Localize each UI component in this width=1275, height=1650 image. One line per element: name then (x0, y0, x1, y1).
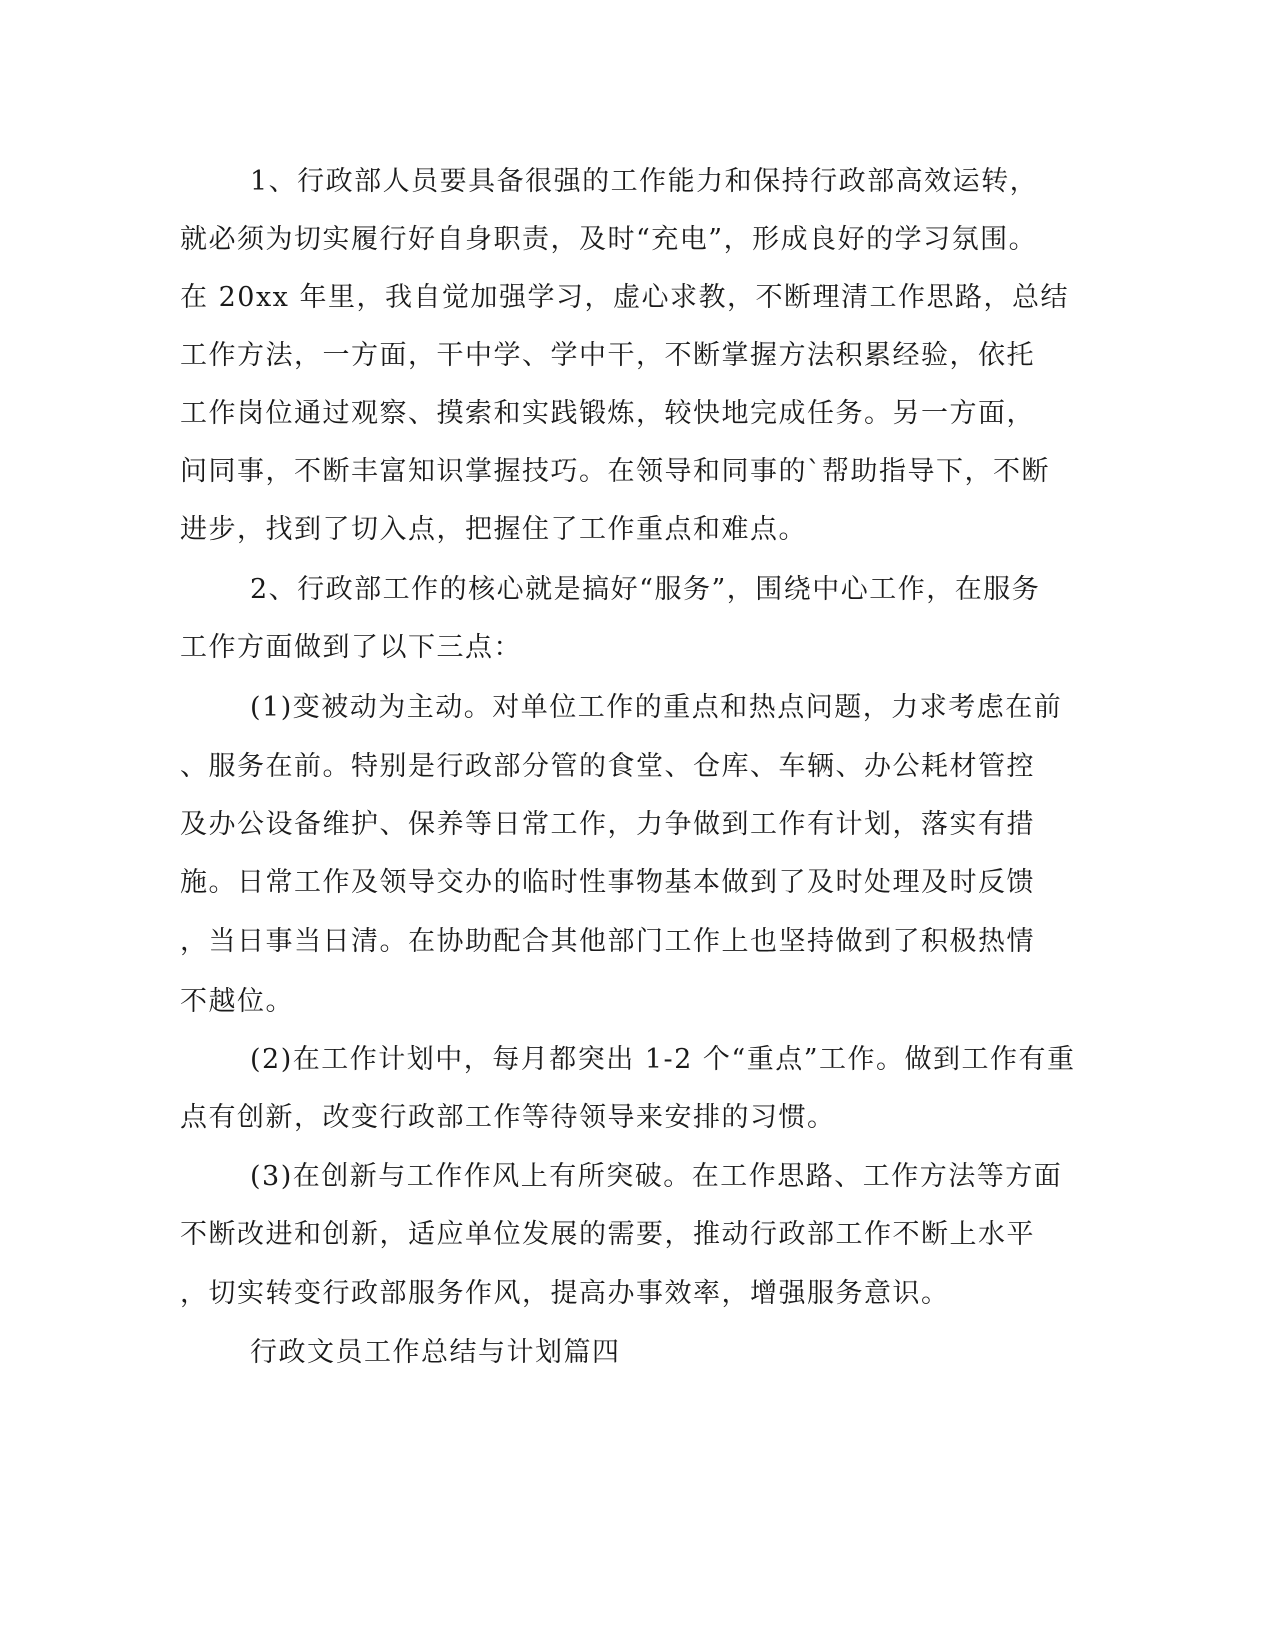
paragraph-3-line-5: ，当日事当日清。在协助配合其他部门工作上也坚持做到了积极热情 (180, 926, 1035, 957)
paragraph-1-line-7: 进步，找到了切入点，把握住了工作重点和难点。 (180, 514, 807, 545)
paragraph-3-line-2: 、服务在前。特别是行政部分管的食堂、仓库、车辆、办公耗材管控 (180, 751, 1035, 782)
paragraph-1-line-5: 工作岗位通过观察、摸索和实践锻炼，较快地完成任务。另一方面， (180, 398, 1035, 429)
paragraph-2-line-1: 2、行政部工作的核心就是搞好“服务”，围绕中心工作，在服务 (250, 574, 1041, 605)
paragraph-2-line-2: 工作方面做到了以下三点： (180, 632, 522, 663)
paragraph-3-line-4: 施。日常工作及领导交办的临时性事物基本做到了及时处理及时反馈 (180, 867, 1035, 898)
paragraph-1-line-6: 问同事，不断丰富知识掌握技巧。在领导和同事的`帮助指导下，不断 (180, 456, 1050, 487)
paragraph-3-line-3: 及办公设备维护、保养等日常工作，力争做到工作有计划，落实有措 (180, 809, 1035, 840)
paragraph-5-line-1: (3)在创新与工作作风上有所突破。在工作思路、工作方法等方面 (250, 1161, 1063, 1192)
paragraph-4-line-1: (2)在工作计划中，每月都突出 1-2 个“重点”工作。做到工作有重 (250, 1044, 1076, 1075)
paragraph-3-line-1: (1)变被动为主动。对单位工作的重点和热点问题，力求考虑在前 (250, 692, 1063, 723)
section-heading: 行政文员工作总结与计划篇四 (250, 1337, 621, 1368)
paragraph-4-line-2: 点有创新，改变行政部工作等待领导来安排的习惯。 (180, 1102, 836, 1133)
paragraph-5-line-3: ，切实转变行政部服务作风，提高办事效率，增强服务意识。 (180, 1278, 950, 1309)
paragraph-1-line-3: 在 20xx 年里，我自觉加强学习，虚心求教，不断理清工作思路，总结 (180, 282, 1069, 313)
paragraph-1-line-4: 工作方法，一方面，干中学、学中干，不断掌握方法积累经验，依托 (180, 340, 1035, 371)
paragraph-1-line-1: 1、行政部人员要具备很强的工作能力和保持行政部高效运转， (250, 166, 1039, 197)
paragraph-3-line-6: 不越位。 (180, 986, 294, 1017)
paragraph-5-line-2: 不断改进和创新，适应单位发展的需要，推动行政部工作不断上水平 (180, 1219, 1035, 1250)
paragraph-1-line-2: 就必须为切实履行好自身职责，及时“充电”，形成良好的学习氛围。 (180, 224, 1038, 255)
